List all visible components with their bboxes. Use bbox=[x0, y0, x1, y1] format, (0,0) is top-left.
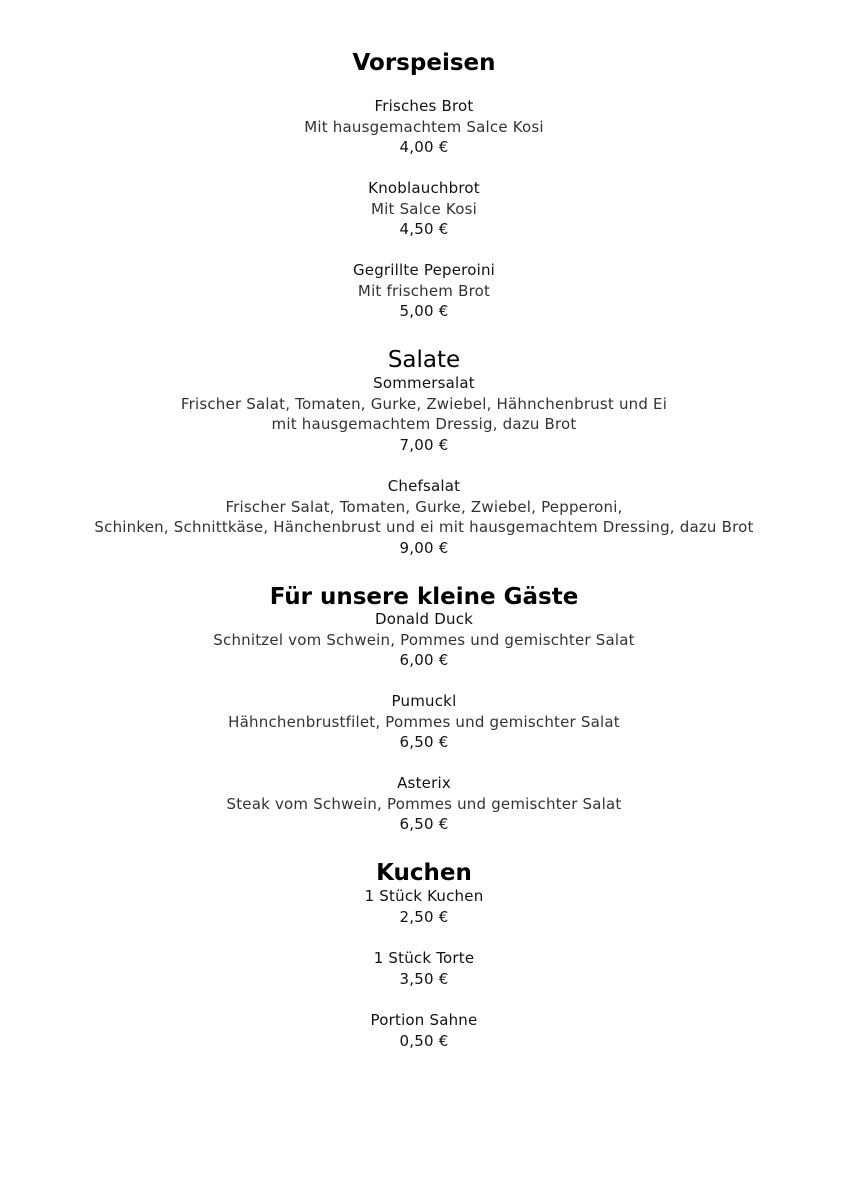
section-title-kuchen: Kuchen bbox=[376, 860, 472, 886]
item-price: 6,50 € bbox=[399, 815, 449, 833]
item-price: 0,50 € bbox=[399, 1031, 449, 1050]
item-name: Pumuckl bbox=[391, 692, 457, 710]
item-description: Frischer Salat, Tomaten, Gurke, Zwiebel, Pepperoni, bbox=[225, 497, 623, 516]
item-description: mit hausgemachtem Dressig, dazu Brot bbox=[271, 415, 577, 433]
item-price: 7,00 € bbox=[399, 435, 449, 454]
item-description: Mit frischem Brot bbox=[357, 281, 491, 300]
menu-item-donald-duck bbox=[0, 609, 848, 671]
menu-item-sommersalat bbox=[0, 373, 848, 455]
menu-item-portion-sahne bbox=[0, 1010, 848, 1051]
item-price: 4,50 € bbox=[399, 220, 449, 238]
menu-item-frisches-brot bbox=[0, 96, 848, 158]
item-name: Sommersalat bbox=[373, 374, 475, 392]
menu-item-stueck-kuchen bbox=[0, 886, 848, 927]
item-description: Schnitzel vom Schwein, Pommes und gemischter Salat bbox=[213, 630, 635, 649]
item-description: Schinken, Schnittkäse, Hänchenbrust und ei mit hausgemachtem Dressing, dazu Brot bbox=[94, 518, 754, 536]
item-name: Asterix bbox=[397, 774, 451, 792]
item-name: Frisches Brot bbox=[374, 97, 474, 115]
item-price: 2,50 € bbox=[399, 907, 449, 926]
menu-item-pumuckl bbox=[0, 691, 848, 753]
item-name: Donald Duck bbox=[374, 610, 474, 628]
item-description: Mit hausgemachtem Salce Kosi bbox=[304, 117, 544, 136]
item-price: 6,00 € bbox=[399, 651, 449, 669]
section-title-salate: Salate bbox=[387, 347, 461, 373]
item-description: Frischer Salat, Tomaten, Gurke, Zwiebel, Hähnchenbrust und Ei bbox=[180, 394, 668, 413]
item-name: Portion Sahne bbox=[370, 1011, 478, 1029]
item-price: 9,00 € bbox=[399, 538, 449, 557]
item-price: 6,50 € bbox=[399, 733, 449, 751]
menu-item-chefsalat bbox=[0, 476, 848, 558]
section-title-vorspeisen: Vorspeisen bbox=[352, 50, 496, 76]
menu-item-knoblauchbrot bbox=[0, 178, 848, 240]
item-price: 4,00 € bbox=[399, 138, 449, 156]
item-name: Gegrillte Peperoini bbox=[352, 261, 496, 279]
section-title-kinder: Für unsere kleine Gäste bbox=[269, 584, 579, 610]
item-price: 5,00 € bbox=[399, 302, 449, 320]
item-name: 1 Stück Torte bbox=[373, 949, 475, 967]
menu-item-gegrillte-peperoini bbox=[0, 260, 848, 322]
menu-item-asterix bbox=[0, 773, 848, 835]
item-description: Steak vom Schwein, Pommes und gemischter Salat bbox=[226, 794, 622, 813]
menu-item-stueck-torte bbox=[0, 948, 848, 989]
item-name: Chefsalat bbox=[387, 477, 461, 495]
item-description: Hähnchenbrustfilet, Pommes und gemischter Salat bbox=[228, 712, 620, 731]
item-name: Knoblauchbrot bbox=[368, 179, 480, 197]
item-price: 3,50 € bbox=[399, 969, 449, 988]
item-description: Mit Salce Kosi bbox=[371, 199, 477, 218]
item-name: 1 Stück Kuchen bbox=[364, 887, 484, 905]
